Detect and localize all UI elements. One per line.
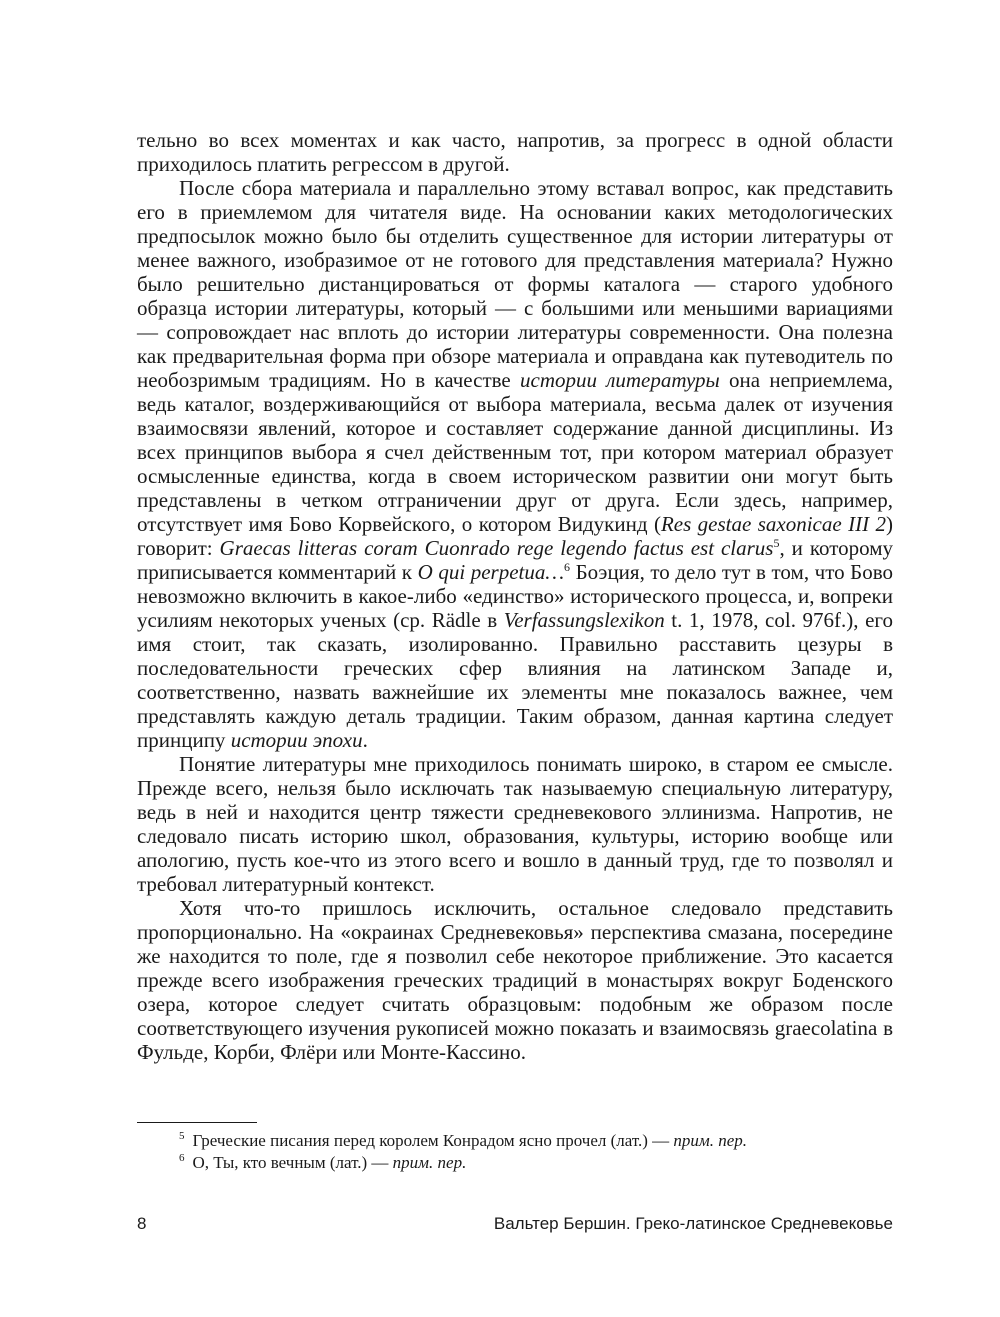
text-run: она неприемлема, ведь каталог, воздерживающийся от выбора материала, весьма далек от изучения взаимосвязи явлений, которое и составляет содержание данной дисциплины. Из всех принципов выбора я счел действенным тот, при котором материал образует осмысленные единства, когда в своем историческом развитии они могут быть представлены в четком отграничении друг от друга. Если здесь, например, отсутствует имя Бово Корвейского, о котором Видукинд (: [137, 368, 893, 536]
paragraph: [137, 896, 893, 1064]
italic-text: Res gestae saxonicae III 2: [660, 512, 886, 536]
running-title: Вальтер Бершин. Греко-латинское Средневековье: [493, 1214, 893, 1233]
paragraph: [137, 176, 893, 752]
text-run: Понятие литературы мне приходилось понимать широко, в старом ее смысле. Прежде всего, нельзя было исключать так называемую специальную литературу, ведь в ней и находится центр тяжести средневекового эллинизма. Напротив, не следовало писать историю школ, образования, культуры, историю вообще или апологию, пусть кое-что из этого всего и вошло в данный труд, где то позволял и требовал литературный контекст.: [137, 752, 893, 896]
italic-text: истории эпохи: [230, 728, 363, 752]
text-run: тельно во всех моментах и как часто, напротив, за прогресс в одной области приходилось платить регрессом в другой.: [137, 128, 893, 176]
italic-text: прим. пер.: [392, 1153, 467, 1172]
italic-text: Graecas litteras coram Cuonrado rege legendo factus est clarus: [219, 536, 774, 560]
italic-text: O qui perpetua…: [417, 560, 565, 584]
footnote-reference: 5: [773, 536, 780, 550]
text-run: После сбора материала и параллельно этому вставал вопрос, как представить его в приемлемом для читателя виде. На основании каких методологических предпосылок можно было бы отделить существенное для истории литературы от менее важного, изобразимое от не готового для представления материала? Нужно было решительно дистанцироваться от формы каталога — старого удобного образца истории литературы, который — с большими или меньшими вариациями — сопровождает нас вплоть до истории литературы современности. Она полезна как предварительная форма при обзоре материала и оправдана как путеводитель по необозримым традициям. Но в качестве: [137, 176, 893, 392]
page-number: 8: [137, 1214, 147, 1233]
text-run: Греческие писания перед королем Конрадом ясно прочел (лат.) —: [192, 1131, 674, 1150]
footnote: [137, 1152, 893, 1174]
text-run: .: [362, 728, 368, 752]
footnote-separator: [137, 1122, 257, 1123]
text-run: Боэция, то дело тут в том, что Бово невозможно включить в какое-либо «единство» исторического процесса, и, вопреки усилиям некоторых ученых (ср. Rädle в: [137, 560, 893, 632]
text-run: ) говорит:: [137, 512, 893, 560]
main-text: [137, 128, 893, 1064]
paragraph: [137, 128, 893, 176]
text-run: Хотя что-то пришлось исключить, остальное следовало представить пропорционально. На «окраинах Средневековья» перспектива смазана, посередине же находится то поле, где я позволил себе некоторое приближение. Это касается прежде всего изображения греческих традиций в монастырях вокруг Боденского озера, которое следует считать образцовым: подобным же образом после соответствующего изучения рукописей можно показать и взаимосвязь graecolatina в Фульде, Корби, Флёри или Монте-Кассино.: [137, 896, 893, 1064]
text-run: О, Ты, кто вечным (лат.) —: [192, 1153, 393, 1172]
italic-text: истории литературы: [520, 368, 720, 392]
paragraph: [137, 752, 893, 896]
footnote-number: 5: [179, 1130, 185, 1143]
text-run: , и которому приписывается комментарий к: [137, 536, 893, 584]
italic-text: прим. пер.: [673, 1131, 748, 1150]
footnote-reference: 6: [564, 560, 571, 574]
text-run: t. 1, 1978, col. 976f.), его имя стоит, так сказать, изолированно. Правильно расставить цезуры в последовательности греческих сфер влияния на латинском Западе и, соответственно, назвать важнейшие их элементы мне показалось важнее, чем представлять каждую деталь традиции. Таким образом, данная картина следует принципу: [137, 608, 893, 752]
footnote: [137, 1130, 893, 1152]
footnote-number: 6: [179, 1152, 185, 1165]
italic-text: Verfassungslexikon: [503, 608, 665, 632]
footnotes: [137, 1130, 893, 1174]
